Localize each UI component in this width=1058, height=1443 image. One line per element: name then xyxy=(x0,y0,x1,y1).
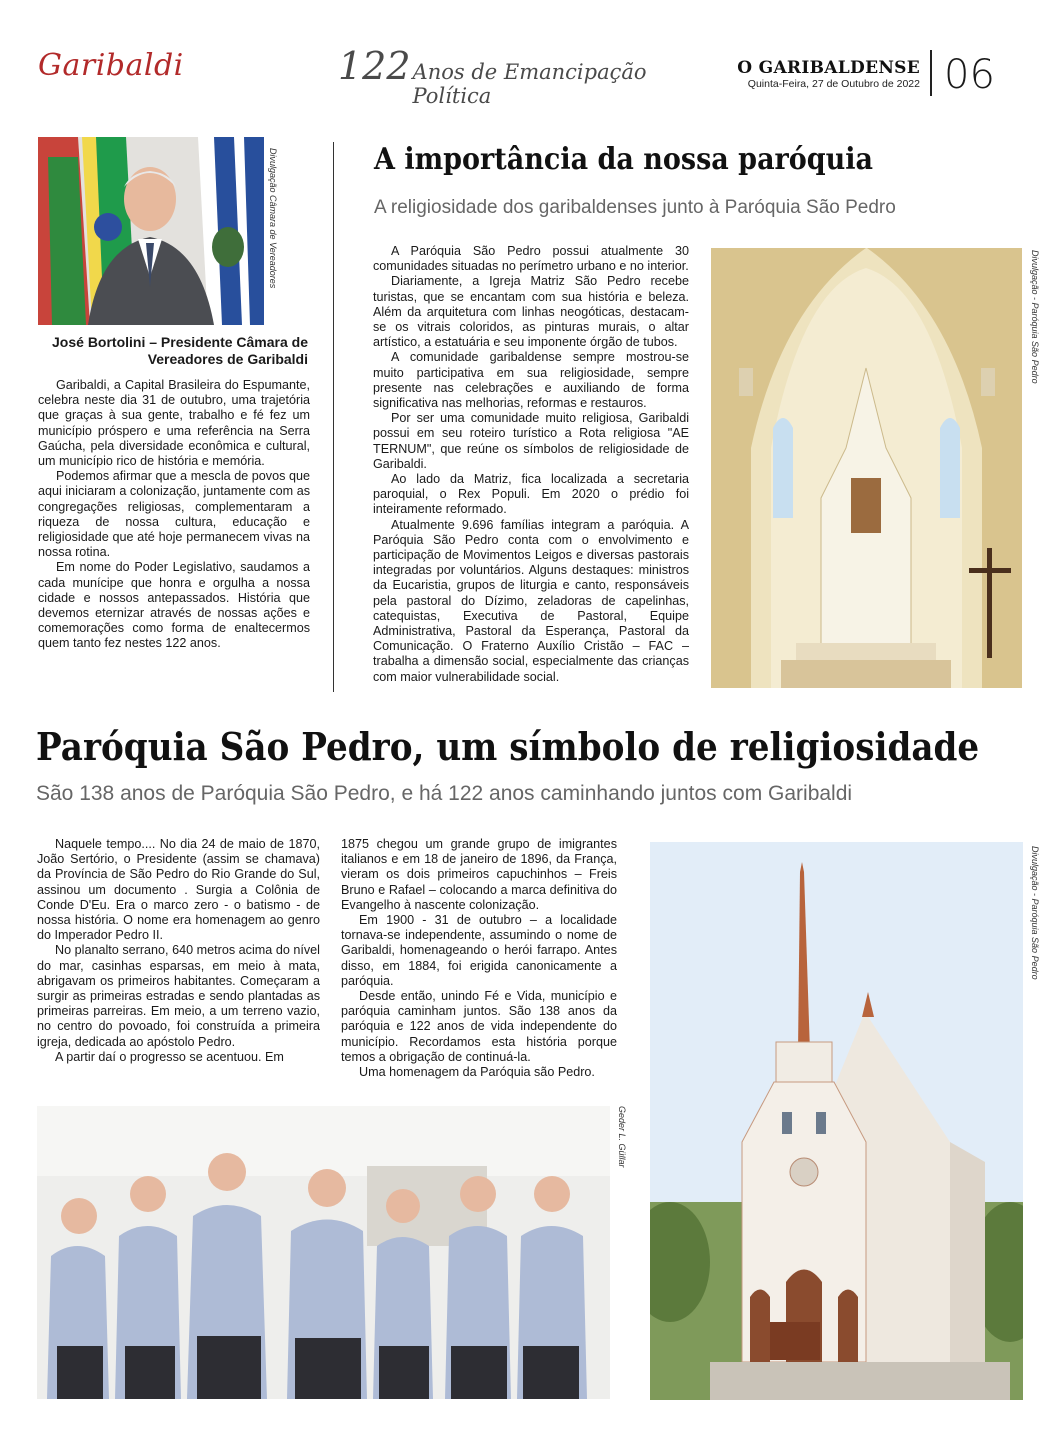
paragraph: Diariamente, a Igreja Matriz São Pedro recebe turistas, que se encantam com sua história e beleza. Além da arquitetura com linhas neogóticas, destacam-se os vitrais coloridos, as pinturas murais, o altar artístico, a estatuária e seu imponente órgão de tubos. xyxy=(373,274,689,350)
paragraph: Em 1900 - 31 de outubro – a localidade tornava-se independente, assumindo o nome de Garibaldi, homenageando o herói farrapo. Antes disso, em 1884, foi erigida canonicamente a paróquia. xyxy=(341,913,617,988)
church-interior-photo xyxy=(711,248,1022,688)
church-interior-photo-credit: Divulgação - Paróquia São Pedro xyxy=(1030,250,1040,384)
feature-column-1 xyxy=(37,837,320,1065)
feature-column-2 xyxy=(341,837,617,1080)
article-subtitle: A religiosidade dos garibaldenses junto à Paróquia São Pedro xyxy=(374,197,896,218)
issue-date: Quinta-Feira, 27 de Outubro de 2022 xyxy=(747,78,920,90)
president-photo-credit: Divulgação Câmara de Vereadores xyxy=(268,148,278,289)
header-divider xyxy=(930,50,932,96)
page-number: 06 xyxy=(944,52,995,98)
church-exterior-photo xyxy=(650,842,1023,1400)
president-message xyxy=(38,378,310,652)
anniversary-banner xyxy=(338,44,678,108)
newspaper-name: O GARIBALDENSE xyxy=(737,58,920,78)
section-name: Garibaldi xyxy=(38,48,184,83)
paragraph: No planalto serrano, 640 metros acima do nível do mar, casinhas esparsas, em meio à mata, abrigavam os primeiros habitantes. Começaram a surgir as primeiras estradas e sendo plantadas as primeiras parreiras. Em meio, a um terreno vazio, no centro do povoado, foi construída a primeira igreja, dedicada ao apóstolo Pedro. xyxy=(37,943,320,1049)
paragraph: Ao lado da Matriz, fica localizada a secretaria paroquial, o Rex Populi. Em 2020 o prédio foi inteiramente reformado. xyxy=(373,472,689,517)
feature-subtitle: São 138 anos de Paróquia São Pedro, e há 122 anos caminhando juntos com Garibaldi xyxy=(36,782,853,805)
feature-title: Paróquia São Pedro, um símbolo de religiosidade xyxy=(36,724,980,769)
paragraph: Atualmente 9.696 famílias integram a paróquia. A Paróquia São Pedro conta com o envolvimento e participação de Movimentos Leigos e diversas pastorais integradas por voluntários. Alguns destaques: ministros da Eucaristia, grupos de liturgia e canto, responsáveis pela pastoral do Dízimo, zeladoras de capelinhas, catequistas, Executiva de Pastoral, Equipe Administrativa, Pastoral da Esperança, Pastoral da Comunicação. O Fraterno Auxílio Cristão – FAC – trabalha a dimensão social, especialmente das crianças com maior vulnerabilidade social. xyxy=(373,517,689,684)
paragraph: Podemos afirmar que a mescla de povos que aqui iniciaram a colonização, juntamente com as congregações religiosas, complementaram a riqueza de nossa cultura, educação e religiosidade que até hoje permanecem vivas na nossa rotina. xyxy=(38,469,310,560)
paragraph: A Paróquia São Pedro possui atualmente 30 comunidades situadas no perímetro urbano e no interior. xyxy=(373,244,689,274)
church-exterior-illustration xyxy=(650,842,1023,1400)
president-caption: José Bortolini – Presidente Câmara de Vereadores de Garibaldi xyxy=(52,334,308,367)
paragraph: A partir daí o progresso se acentuou. Em xyxy=(55,1049,284,1064)
masthead xyxy=(737,58,920,90)
parish-team-photo-credit: Geder L. Güllar xyxy=(617,1106,627,1168)
president-photo xyxy=(38,137,264,325)
church-exterior-photo-credit: Divulgação - Paróquia São Pedro xyxy=(1030,846,1040,980)
paragraph: Em nome do Poder Legislativo, saudamos a cada munícipe que honra e orgulha a nossa cidade e nossos antepassados. História que devemos eternizar através de nossas ações e comemorações como forma de enaltecermos quem tanto fez nestes 122 anos. xyxy=(38,560,310,651)
president-photo-illustration xyxy=(38,137,264,325)
parish-team-photo xyxy=(37,1106,610,1399)
anniversary-number: 122 xyxy=(338,44,411,88)
paragraph: Naquele tempo.... No dia 24 de maio de 1870, João Sertório, o Presidente (assim se chamava) da Província de São Pedro do Rio Grande do Sul, assinou um documento . Surgia a Colônia de Conde D'Eu. Era o marco zero - o batismo - de nossa história. O nome era homenagem ao genro do Imperador Pedro II. xyxy=(37,837,320,943)
article-title: A importância da nossa paróquia xyxy=(374,142,874,177)
paragraph: Garibaldi, a Capital Brasileira do Espumante, celebra neste dia 31 de outubro, uma trajetória que graças à sua gente, trabalho e fé fez um município próspero e uma referência na Serra Gaúcha, pela diversidade econômica e cultural, um município rico de história e memória. xyxy=(38,378,310,469)
column-divider xyxy=(333,142,334,692)
paragraph: 1875 chegou um grande grupo de imigrantes italianos e em 18 de janeiro de 1896, da França, vieram os dois primeiros capuchinhos – Freis Bruno e Rafael – colocando a marca definitiva do Evangelho à nascente colonização. xyxy=(341,837,617,912)
paragraph: Desde então, unindo Fé e Vida, município e paróquia caminham juntos. São 138 anos da paróquia e 122 anos de vida independente do município. Recordamos esta história porque temos a obrigação de continuá-la. xyxy=(341,989,617,1064)
parish-article-body xyxy=(373,244,689,685)
paragraph: Uma homenagem da Paróquia são Pedro. xyxy=(359,1065,595,1080)
paragraph: A comunidade garibaldense sempre mostrou-se muito participativa em sua religiosidade, sempre presente nas celebrações e auxiliando de forma significativa nas melhorias, reformas e restauros. xyxy=(373,350,689,411)
paragraph: Por ser uma comunidade muito religiosa, Garibaldi possui em seu roteiro turístico a Rota religiosa "AE TERNUM", que reúne os símbolos de religiosidade de Garibaldi. xyxy=(373,411,689,471)
anniversary-text: Anos de Emancipação Política xyxy=(412,60,647,108)
church-interior-illustration xyxy=(711,248,1022,688)
parish-team-illustration xyxy=(37,1106,610,1399)
